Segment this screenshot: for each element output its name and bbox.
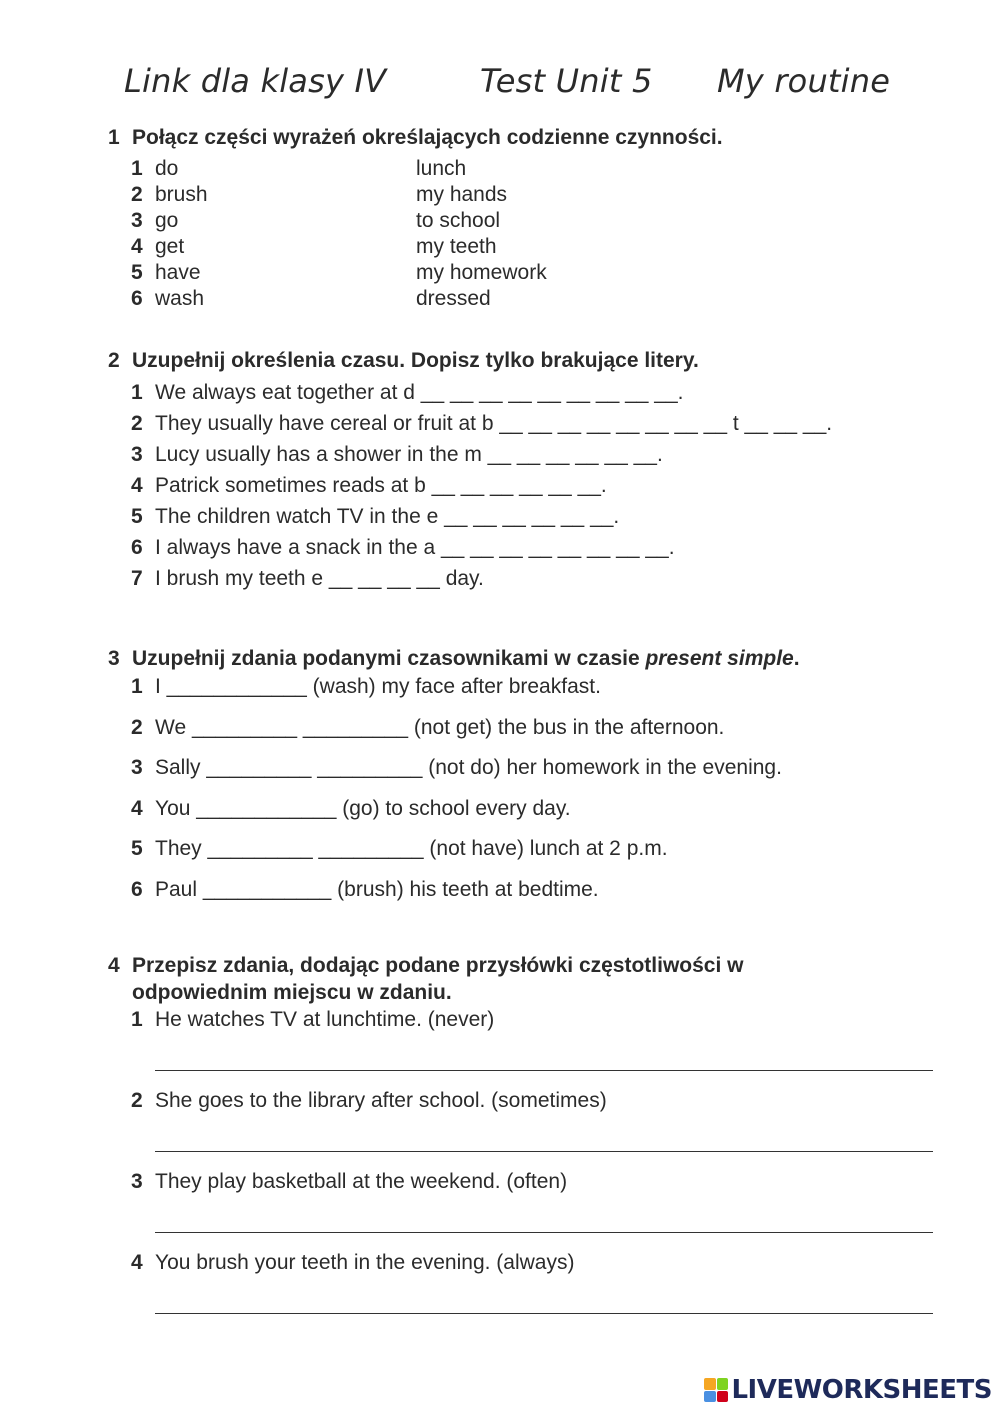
rewrite-sentence: 2 She goes to the library after school. (sometimes) (131, 1089, 607, 1112)
rewrite-sentence: 3 They play basketball at the weekend. (often) (131, 1170, 568, 1193)
match-left-item: 6 wash (131, 287, 205, 310)
header-topic-label: My routine (717, 62, 891, 100)
match-right-item: my hands (416, 183, 508, 206)
gap-fill-sentence[interactable]: 6 I always have a snack in the a __ __ __ __ __ __ __ __. (131, 536, 675, 559)
verb-form-sentence[interactable]: 3 Sally _________ _________ (not do) her homework in the evening. (131, 756, 782, 779)
verb-form-sentence[interactable]: 6 Paul ___________ (brush) his teeth at bedtime. (131, 878, 599, 901)
tense-name: present simple (645, 647, 794, 670)
match-left-item: 5 have (131, 261, 201, 284)
answer-line[interactable] (155, 1232, 933, 1233)
exercise-number: 1 (108, 126, 120, 149)
match-left-item: 2 brush (131, 183, 208, 206)
answer-line[interactable] (155, 1313, 933, 1314)
logo-text: LIVEWORKSHEETS (731, 1375, 992, 1405)
match-right-item: to school (416, 209, 501, 232)
exercise-3-title: 3 Uzupełnij zdania podanymi czasownikami w czasie present simple. (108, 647, 800, 670)
gap-fill-sentence[interactable]: 4 Patrick sometimes reads at b __ __ __ __ __ __. (131, 474, 607, 497)
header-class-label: Link dla klasy IV (124, 62, 387, 100)
match-right-item: dressed (416, 287, 491, 310)
gap-fill-sentence[interactable]: 1 We always eat together at d __ __ __ __ __ __ __ __ __. (131, 381, 684, 404)
match-left-item: 4 get (131, 235, 185, 258)
answer-line[interactable] (155, 1151, 933, 1152)
gap-fill-sentence[interactable]: 2 They usually have cereal or fruit at b __ __ __ __ __ __ __ __ t __ __ __. (131, 412, 833, 435)
exercise-1-title (108, 126, 723, 150)
verb-form-sentence[interactable]: 2 We _________ _________ (not get) the bus in the afternoon. (131, 716, 725, 739)
match-left-item: 3 go (131, 209, 179, 232)
exercise-number: 4 (108, 954, 120, 977)
verb-form-sentence[interactable]: 1 I ____________ (wash) my face after breakfast. (131, 675, 601, 698)
rewrite-sentence: 4 You brush your teeth in the evening. (always) (131, 1251, 575, 1274)
exercise-number: 3 (108, 647, 120, 670)
match-right-item: my teeth (416, 235, 497, 258)
answer-line[interactable] (155, 1070, 933, 1071)
exercise-instruction: Połącz części wyrażeń określających codzienne czynności. (132, 126, 723, 149)
match-right-item: my homework (416, 261, 547, 284)
exercise-2-title (108, 349, 699, 373)
exercise-number: 2 (108, 349, 120, 372)
logo-squares-icon (704, 1378, 728, 1402)
match-left-item: 1 do (131, 157, 179, 180)
gap-fill-sentence[interactable]: 3 Lucy usually has a shower in the m __ __ __ __ __ __. (131, 443, 663, 466)
verb-form-sentence[interactable]: 5 They _________ _________ (not have) lunch at 2 p.m. (131, 837, 668, 860)
match-right-item: lunch (416, 157, 467, 180)
rewrite-sentence: 1 He watches TV at lunchtime. (never) (131, 1008, 495, 1031)
exercise-4-title: 4 Przepisz zdania, dodając podane przysłówki częstotliwości w odpowiednim miejscu w zdaniu. (108, 954, 744, 1004)
verb-form-sentence[interactable]: 4 You ____________ (go) to school every day. (131, 797, 571, 820)
exercise-instruction: Uzupełnij określenia czasu. Dopisz tylko brakujące litery. (132, 349, 699, 372)
header-test-label: Test Unit 5 (480, 62, 653, 100)
liveworksheets-logo[interactable] (704, 1373, 992, 1407)
gap-fill-sentence[interactable]: 5 The children watch TV in the e __ __ __ __ __ __. (131, 505, 620, 528)
gap-fill-sentence[interactable]: 7 I brush my teeth e __ __ __ __ day. (131, 567, 484, 590)
